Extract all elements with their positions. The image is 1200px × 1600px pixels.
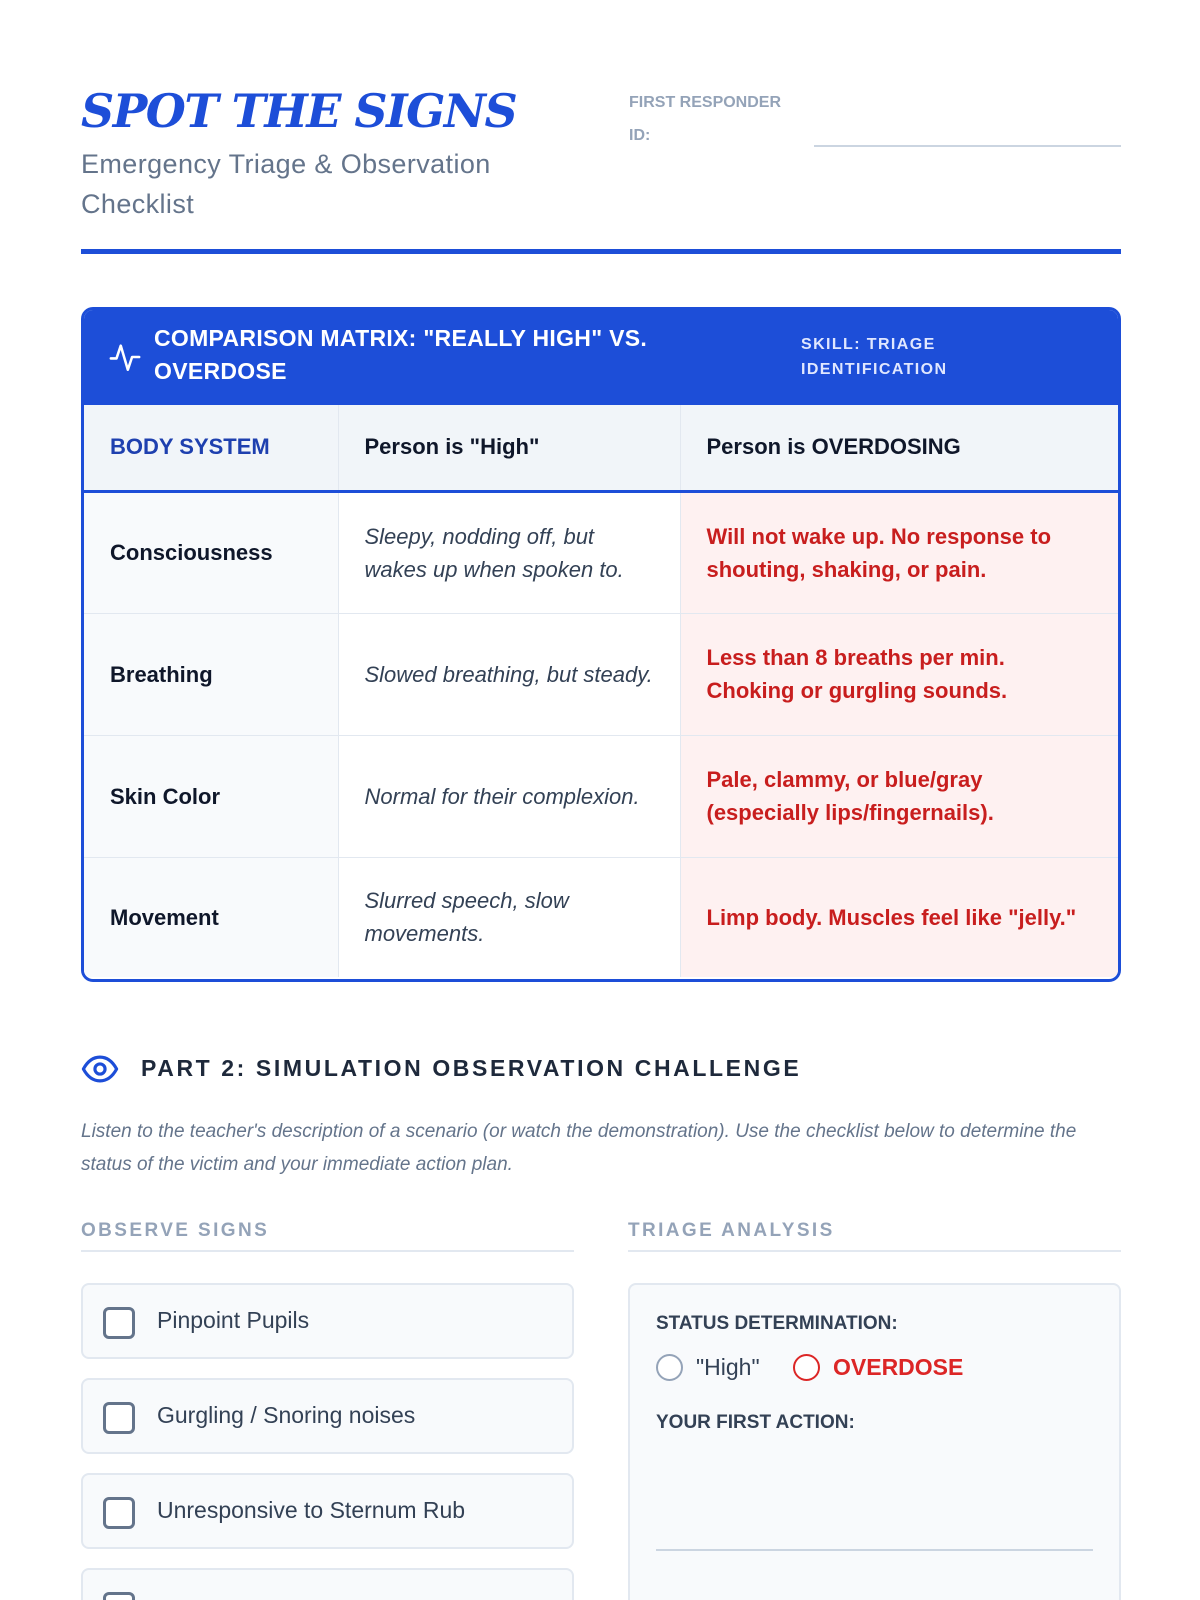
eye-icon [81, 1050, 119, 1088]
first-action-label: YOUR FIRST ACTION: [656, 1412, 855, 1433]
column-header-overdose: Person is OVERDOSING [680, 405, 1118, 491]
radio-overdose[interactable] [793, 1354, 820, 1381]
pulse-icon [108, 340, 142, 374]
sign-item-gurgling[interactable] [81, 1378, 574, 1454]
column-header-body-system: BODY SYSTEM [84, 405, 338, 491]
observe-signs-column [81, 1220, 574, 1523]
checkbox[interactable] [103, 1402, 135, 1434]
overdose-sign-cell: Limp body. Muscles feel like "jelly." [680, 857, 1118, 977]
checkbox[interactable] [103, 1592, 135, 1600]
observe-signs-heading: OBSERVE SIGNS [81, 1220, 574, 1252]
checkbox[interactable] [103, 1497, 135, 1529]
worksheet-page [81, 0, 1121, 1600]
table-row [84, 491, 1118, 613]
triage-analysis-heading: TRIAGE ANALYSIS [628, 1220, 1121, 1252]
table-row [84, 613, 1118, 735]
comparison-matrix [81, 307, 1121, 982]
page-header [81, 80, 1121, 254]
sign-label: Unresponsive to Sternum Rub [157, 1497, 466, 1523]
overdose-sign-cell: Will not wake up. No response to shouting, shaking, or pain. [680, 491, 1118, 613]
high-sign-cell: Slurred speech, slow movements. [338, 857, 680, 977]
body-system-cell: Consciousness [84, 491, 338, 613]
part2-description: Listen to the teacher's description of a scenario (or watch the demonstration). Use the checklist below to determine the status of the victim and your immediate action plan. [81, 1121, 1077, 1175]
high-sign-cell: Normal for their complexion. [338, 735, 680, 857]
table-row [84, 857, 1118, 977]
responder-id-label: FIRST RESPONDER ID: [629, 94, 782, 144]
column-header-high: Person is "High" [338, 405, 680, 491]
sign-item-partial[interactable] [81, 1568, 574, 1600]
matrix-table [84, 405, 1118, 977]
matrix-header-row [84, 405, 1118, 491]
first-action-field[interactable] [656, 1549, 1093, 1551]
sign-label: Pinpoint Pupils [157, 1307, 310, 1333]
overdose-sign-cell: Pale, clammy, or blue/gray (especially lips/fingernails). [680, 735, 1118, 857]
sign-item-pinpoint-pupils[interactable] [81, 1283, 574, 1359]
sign-item-unresponsive[interactable] [81, 1473, 574, 1549]
radio-high-label: "High" [696, 1354, 760, 1380]
sign-label: Gurgling / Snoring noises [157, 1402, 416, 1428]
body-system-cell: Skin Color [84, 735, 338, 857]
body-system-cell: Breathing [84, 613, 338, 735]
status-determination-label: STATUS DETERMINATION: [656, 1313, 898, 1334]
matrix-header [84, 310, 1118, 405]
page-subtitle: Emergency Triage & Observation Checklist [81, 149, 491, 219]
overdose-sign-cell: Less than 8 breaths per min. Choking or gurgling sounds. [680, 613, 1118, 735]
triage-analysis-column [628, 1220, 1121, 1433]
body-system-cell: Movement [84, 857, 338, 977]
triage-box [628, 1283, 1121, 1600]
checkbox[interactable] [103, 1307, 135, 1339]
high-sign-cell: Sleepy, nodding off, but wakes up when spoken to. [338, 491, 680, 613]
part2-title: PART 2: SIMULATION OBSERVATION CHALLENGE [141, 1055, 802, 1081]
skill-label: SKILL: TRIAGE IDENTIFICATION [801, 336, 948, 378]
responder-id-field[interactable] [814, 145, 1121, 147]
high-sign-cell: Slowed breathing, but steady. [338, 613, 680, 735]
matrix-title: COMPARISON MATRIX: "REALLY HIGH" VS. OVERDOSE [154, 325, 648, 384]
page-title: SPOT THE SIGNS [81, 84, 517, 138]
table-row [84, 735, 1118, 857]
radio-high[interactable] [656, 1354, 683, 1381]
radio-overdose-label: OVERDOSE [833, 1354, 964, 1380]
